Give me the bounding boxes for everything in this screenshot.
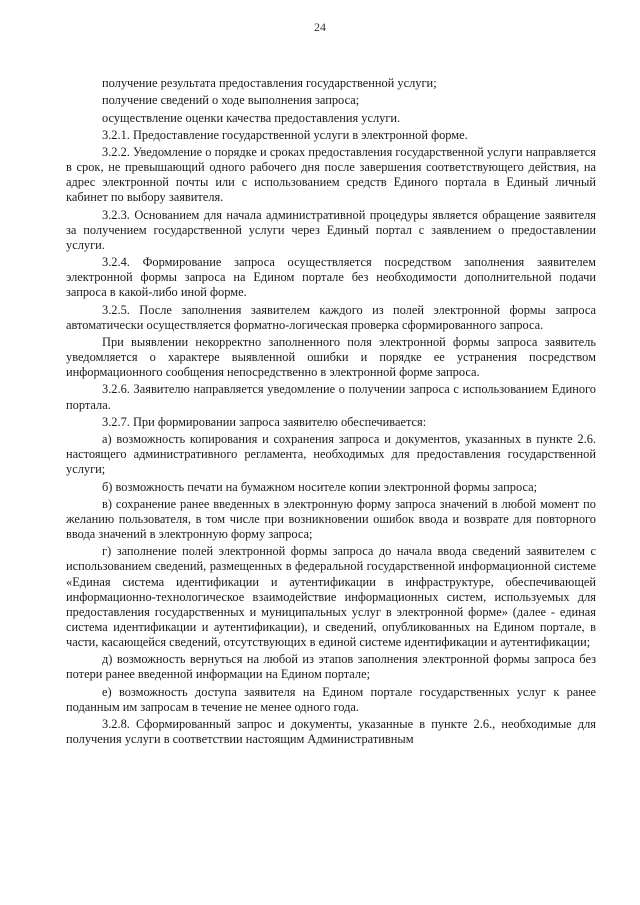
- paragraph: 3.2.3. Основанием для начала административной процедуры является обращение заявителя за получением государственной услуги через Единый портал с заявлением о предоставлении услуги.: [66, 207, 596, 252]
- paragraph: 3.2.2. Уведомление о порядке и сроках предоставления государственной услуги направляется в срок, не превышающий одного рабочего дня после завершения соответствующего действия, на адрес электронной почты или с использованием средств Единого портала в Единый личный кабинет по выбору заявителя.: [66, 145, 596, 205]
- paragraph: 3.2.5. После заполнения заявителем каждого из полей электронной формы запроса автоматически осуществляется форматно-логическая проверка сформированного запроса.: [66, 302, 596, 332]
- paragraph: д) возможность вернуться на любой из этапов заполнения электронной формы запроса без потери ранее введенной информации на Едином портале;: [66, 652, 596, 682]
- document-body: [66, 76, 596, 749]
- paragraph: получение сведений о ходе выполнения запроса;: [102, 93, 360, 108]
- paragraph: а) возможность копирования и сохранения запроса и документов, указанных в пункте 2.6. настоящего административного регламента, необходимых для предоставления государственной услуги;: [66, 432, 596, 477]
- paragraph: 3.2.6. Заявителю направляется уведомление о получении запроса с использованием Единого портала.: [66, 382, 596, 412]
- paragraph: г) заполнение полей электронной формы запроса до начала ввода сведений заявителем с использованием сведений, размещенных в федеральной государственной информационной системе «Единая система идентификации и аутентификации в инфраструктуре, обеспечивающей информационно-технологическое взаимодействие информационных систем, используемых для предоставления государственных и муниципальных услуг в электронной форме» (далее - единая система идентификации и аутентификации), и сведений, опубликованных на Едином портале, в части, касающейся сведений, отсутствующих в единой системе идентификации и аутентификации;: [66, 544, 596, 649]
- paragraph: 3.2.7. При формировании запроса заявителю обеспечивается:: [102, 414, 427, 429]
- paragraph: в) сохранение ранее введенных в электронную форму запроса значений в любой момент по желанию пользователя, в том числе при возникновении ошибок ввода и возврате для повторного ввода значений в электронную форму запроса;: [66, 496, 596, 542]
- paragraph: б) возможность печати на бумажном носителе копии электронной формы запроса;: [102, 479, 538, 494]
- paragraph: осуществление оценки качества предоставления услуги.: [102, 110, 401, 125]
- paragraph: 3.2.4. Формирование запроса осуществляется посредством заполнения заявителем электронной формы запроса на Едином портале без необходимости дополнительной подачи запроса в какой-либо иной форме.: [66, 255, 596, 300]
- page-number: 24: [314, 20, 326, 34]
- paragraph: е) возможность доступа заявителя на Едином портале государственных услуг к ранее поданным им запросам в течение не менее одного года.: [66, 684, 596, 714]
- paragraph: 3.2.1. Предоставление государственной услуги в электронной форме.: [102, 127, 468, 142]
- paragraph: При выявлении некорректно заполненного поля электронной формы запроса заявитель уведомляется о характере выявленной ошибки и порядке ее устранения посредством информационного сообщения непосредственно в электронной форме запроса.: [66, 335, 596, 380]
- paragraph: 3.2.8. Сформированный запрос и документы, указанные в пункте 2.6., необходимые для получения услуги в соответствии настоящим Административным: [66, 716, 596, 747]
- paragraph: получение результата предоставления государственной услуги;: [102, 76, 437, 90]
